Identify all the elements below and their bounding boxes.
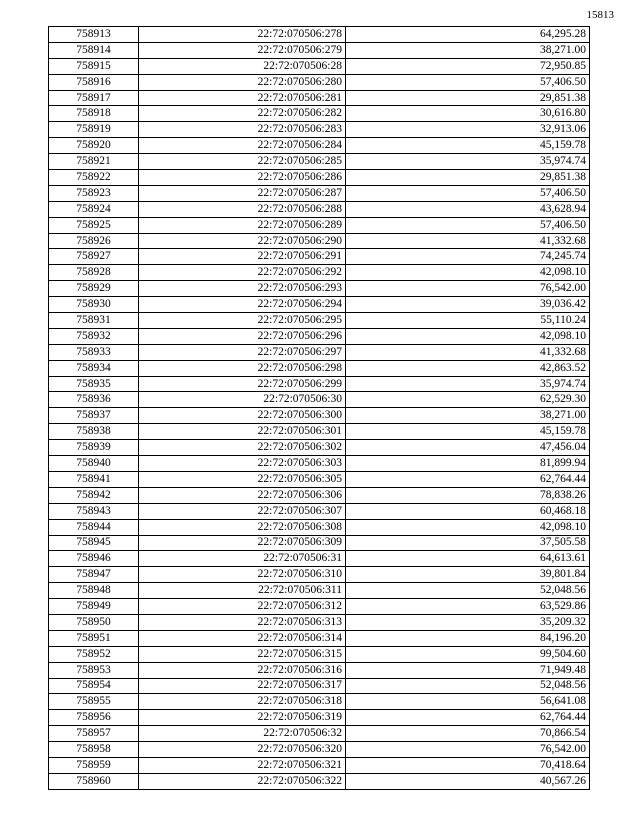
row-reference-cell: 22:72:070506:316 <box>139 662 346 678</box>
row-id-cell: 758940 <box>49 456 139 472</box>
row-id-cell: 758955 <box>49 694 139 710</box>
row-reference-cell: 22:72:070506:280 <box>139 74 346 90</box>
row-reference-cell: 22:72:070506:296 <box>139 328 346 344</box>
row-amount-cell: 42,098.10 <box>346 519 590 535</box>
row-id-cell: 758931 <box>49 313 139 329</box>
table-row <box>49 662 590 678</box>
row-id-cell: 758927 <box>49 249 139 265</box>
row-reference-cell: 22:72:070506:281 <box>139 90 346 106</box>
table-row <box>49 487 590 503</box>
row-amount-cell: 62,529.30 <box>346 392 590 408</box>
row-reference-cell: 22:72:070506:290 <box>139 233 346 249</box>
row-id-cell: 758945 <box>49 535 139 551</box>
ledger-body <box>49 27 590 790</box>
row-id-cell: 758938 <box>49 424 139 440</box>
row-id-cell: 758943 <box>49 503 139 519</box>
table-row <box>49 185 590 201</box>
row-amount-cell: 62,764.44 <box>346 471 590 487</box>
row-amount-cell: 38,271.00 <box>346 408 590 424</box>
row-amount-cell: 35,209.32 <box>346 614 590 630</box>
row-id-cell: 758919 <box>49 122 139 138</box>
row-id-cell: 758937 <box>49 408 139 424</box>
table-row <box>49 58 590 74</box>
table-row <box>49 408 590 424</box>
table-row <box>49 249 590 265</box>
row-reference-cell: 22:72:070506:294 <box>139 297 346 313</box>
row-id-cell: 758913 <box>49 27 139 43</box>
table-row <box>49 519 590 535</box>
row-amount-cell: 70,418.64 <box>346 757 590 773</box>
table-row <box>49 630 590 646</box>
row-id-cell: 758942 <box>49 487 139 503</box>
row-reference-cell: 22:72:070506:310 <box>139 567 346 583</box>
table-row <box>49 217 590 233</box>
row-reference-cell: 22:72:070506:31 <box>139 551 346 567</box>
row-id-cell: 758918 <box>49 106 139 122</box>
table-row <box>49 360 590 376</box>
table-row <box>49 122 590 138</box>
row-amount-cell: 42,098.10 <box>346 328 590 344</box>
table-row <box>49 456 590 472</box>
row-amount-cell: 76,542.00 <box>346 281 590 297</box>
table-row <box>49 646 590 662</box>
row-id-cell: 758959 <box>49 757 139 773</box>
row-amount-cell: 45,159.78 <box>346 424 590 440</box>
table-row <box>49 757 590 773</box>
table-row <box>49 599 590 615</box>
row-reference-cell: 22:72:070506:320 <box>139 742 346 758</box>
row-reference-cell: 22:72:070506:309 <box>139 535 346 551</box>
row-reference-cell: 22:72:070506:312 <box>139 599 346 615</box>
row-reference-cell: 22:72:070506:318 <box>139 694 346 710</box>
row-id-cell: 758926 <box>49 233 139 249</box>
row-id-cell: 758935 <box>49 376 139 392</box>
row-reference-cell: 22:72:070506:287 <box>139 185 346 201</box>
row-id-cell: 758922 <box>49 170 139 186</box>
row-reference-cell: 22:72:070506:321 <box>139 757 346 773</box>
row-reference-cell: 22:72:070506:303 <box>139 456 346 472</box>
row-reference-cell: 22:72:070506:293 <box>139 281 346 297</box>
table-row <box>49 27 590 43</box>
table-row <box>49 328 590 344</box>
row-reference-cell: 22:72:070506:279 <box>139 42 346 58</box>
table-row <box>49 678 590 694</box>
table-row <box>49 265 590 281</box>
table-row <box>49 471 590 487</box>
row-reference-cell: 22:72:070506:288 <box>139 201 346 217</box>
table-row <box>49 297 590 313</box>
row-id-cell: 758915 <box>49 58 139 74</box>
row-reference-cell: 22:72:070506:291 <box>139 249 346 265</box>
row-reference-cell: 22:72:070506:292 <box>139 265 346 281</box>
table-row <box>49 344 590 360</box>
row-id-cell: 758946 <box>49 551 139 567</box>
row-reference-cell: 22:72:070506:30 <box>139 392 346 408</box>
table-row <box>49 106 590 122</box>
table-row <box>49 614 590 630</box>
row-id-cell: 758953 <box>49 662 139 678</box>
row-reference-cell: 22:72:070506:285 <box>139 154 346 170</box>
table-row <box>49 503 590 519</box>
row-id-cell: 758939 <box>49 440 139 456</box>
row-amount-cell: 81,899.94 <box>346 456 590 472</box>
row-amount-cell: 57,406.50 <box>346 185 590 201</box>
row-id-cell: 758929 <box>49 281 139 297</box>
table-row <box>49 440 590 456</box>
row-amount-cell: 45,159.78 <box>346 138 590 154</box>
row-id-cell: 758933 <box>49 344 139 360</box>
row-amount-cell: 42,863.52 <box>346 360 590 376</box>
row-amount-cell: 78,838.26 <box>346 487 590 503</box>
row-amount-cell: 57,406.50 <box>346 217 590 233</box>
row-id-cell: 758936 <box>49 392 139 408</box>
row-amount-cell: 38,271.00 <box>346 42 590 58</box>
row-id-cell: 758960 <box>49 773 139 789</box>
row-id-cell: 758954 <box>49 678 139 694</box>
table-row <box>49 710 590 726</box>
row-amount-cell: 57,406.50 <box>346 74 590 90</box>
row-amount-cell: 84,196.20 <box>346 630 590 646</box>
row-amount-cell: 32,913.06 <box>346 122 590 138</box>
row-amount-cell: 39,801.84 <box>346 567 590 583</box>
row-reference-cell: 22:72:070506:317 <box>139 678 346 694</box>
table-row <box>49 424 590 440</box>
row-amount-cell: 37,505.58 <box>346 535 590 551</box>
row-amount-cell: 35,974.74 <box>346 154 590 170</box>
row-reference-cell: 22:72:070506:302 <box>139 440 346 456</box>
table-row <box>49 742 590 758</box>
row-reference-cell: 22:72:070506:278 <box>139 27 346 43</box>
row-id-cell: 758958 <box>49 742 139 758</box>
row-amount-cell: 63,529.86 <box>346 599 590 615</box>
row-reference-cell: 22:72:070506:300 <box>139 408 346 424</box>
row-amount-cell: 70,866.54 <box>346 726 590 742</box>
row-amount-cell: 35,974.74 <box>346 376 590 392</box>
row-amount-cell: 47,456.04 <box>346 440 590 456</box>
table-row <box>49 583 590 599</box>
row-amount-cell: 99,504.60 <box>346 646 590 662</box>
row-id-cell: 758951 <box>49 630 139 646</box>
row-reference-cell: 22:72:070506:314 <box>139 630 346 646</box>
row-reference-cell: 22:72:070506:315 <box>139 646 346 662</box>
table-row <box>49 726 590 742</box>
row-reference-cell: 22:72:070506:28 <box>139 58 346 74</box>
table-row <box>49 170 590 186</box>
row-id-cell: 758925 <box>49 217 139 233</box>
row-reference-cell: 22:72:070506:306 <box>139 487 346 503</box>
table-row <box>49 567 590 583</box>
row-amount-cell: 41,332.68 <box>346 344 590 360</box>
row-reference-cell: 22:72:070506:289 <box>139 217 346 233</box>
table-row <box>49 392 590 408</box>
row-id-cell: 758956 <box>49 710 139 726</box>
row-id-cell: 758934 <box>49 360 139 376</box>
row-id-cell: 758949 <box>49 599 139 615</box>
row-reference-cell: 22:72:070506:286 <box>139 170 346 186</box>
row-reference-cell: 22:72:070506:32 <box>139 726 346 742</box>
row-reference-cell: 22:72:070506:313 <box>139 614 346 630</box>
table-row <box>49 42 590 58</box>
row-id-cell: 758917 <box>49 90 139 106</box>
table-row <box>49 376 590 392</box>
row-id-cell: 758947 <box>49 567 139 583</box>
row-id-cell: 758916 <box>49 74 139 90</box>
row-id-cell: 758957 <box>49 726 139 742</box>
table-row <box>49 90 590 106</box>
row-amount-cell: 52,048.56 <box>346 678 590 694</box>
row-reference-cell: 22:72:070506:322 <box>139 773 346 789</box>
row-reference-cell: 22:72:070506:308 <box>139 519 346 535</box>
row-id-cell: 758914 <box>49 42 139 58</box>
row-id-cell: 758952 <box>49 646 139 662</box>
row-id-cell: 758924 <box>49 201 139 217</box>
row-reference-cell: 22:72:070506:297 <box>139 344 346 360</box>
table-row <box>49 694 590 710</box>
row-amount-cell: 39,036.42 <box>346 297 590 313</box>
row-reference-cell: 22:72:070506:301 <box>139 424 346 440</box>
row-id-cell: 758944 <box>49 519 139 535</box>
row-amount-cell: 76,542.00 <box>346 742 590 758</box>
table-row <box>49 154 590 170</box>
page-number: 15813 <box>586 9 614 21</box>
row-amount-cell: 60,468.18 <box>346 503 590 519</box>
row-amount-cell: 56,641.08 <box>346 694 590 710</box>
row-amount-cell: 74,245.74 <box>346 249 590 265</box>
row-id-cell: 758932 <box>49 328 139 344</box>
row-id-cell: 758921 <box>49 154 139 170</box>
table-row <box>49 773 590 789</box>
row-reference-cell: 22:72:070506:307 <box>139 503 346 519</box>
row-amount-cell: 42,098.10 <box>346 265 590 281</box>
row-amount-cell: 29,851.38 <box>346 90 590 106</box>
row-id-cell: 758928 <box>49 265 139 281</box>
row-reference-cell: 22:72:070506:319 <box>139 710 346 726</box>
table-row <box>49 535 590 551</box>
table-row <box>49 201 590 217</box>
row-amount-cell: 71,949.48 <box>346 662 590 678</box>
row-reference-cell: 22:72:070506:282 <box>139 106 346 122</box>
row-amount-cell: 43,628.94 <box>346 201 590 217</box>
table-row <box>49 74 590 90</box>
row-reference-cell: 22:72:070506:284 <box>139 138 346 154</box>
row-amount-cell: 64,295.28 <box>346 27 590 43</box>
row-id-cell: 758941 <box>49 471 139 487</box>
row-reference-cell: 22:72:070506:295 <box>139 313 346 329</box>
row-amount-cell: 30,616.80 <box>346 106 590 122</box>
row-reference-cell: 22:72:070506:305 <box>139 471 346 487</box>
row-amount-cell: 52,048.56 <box>346 583 590 599</box>
row-id-cell: 758920 <box>49 138 139 154</box>
row-id-cell: 758930 <box>49 297 139 313</box>
row-amount-cell: 55,110.24 <box>346 313 590 329</box>
row-amount-cell: 62,764.44 <box>346 710 590 726</box>
row-id-cell: 758923 <box>49 185 139 201</box>
row-amount-cell: 72,950.85 <box>346 58 590 74</box>
table-row <box>49 551 590 567</box>
row-id-cell: 758950 <box>49 614 139 630</box>
table-row <box>49 281 590 297</box>
table-row <box>49 233 590 249</box>
row-reference-cell: 22:72:070506:299 <box>139 376 346 392</box>
row-amount-cell: 64,613.61 <box>346 551 590 567</box>
row-amount-cell: 29,851.38 <box>346 170 590 186</box>
table-row <box>49 138 590 154</box>
row-reference-cell: 22:72:070506:283 <box>139 122 346 138</box>
row-amount-cell: 41,332.68 <box>346 233 590 249</box>
row-reference-cell: 22:72:070506:298 <box>139 360 346 376</box>
row-id-cell: 758948 <box>49 583 139 599</box>
ledger-table <box>48 26 590 790</box>
table-row <box>49 313 590 329</box>
row-reference-cell: 22:72:070506:311 <box>139 583 346 599</box>
row-amount-cell: 40,567.26 <box>346 773 590 789</box>
